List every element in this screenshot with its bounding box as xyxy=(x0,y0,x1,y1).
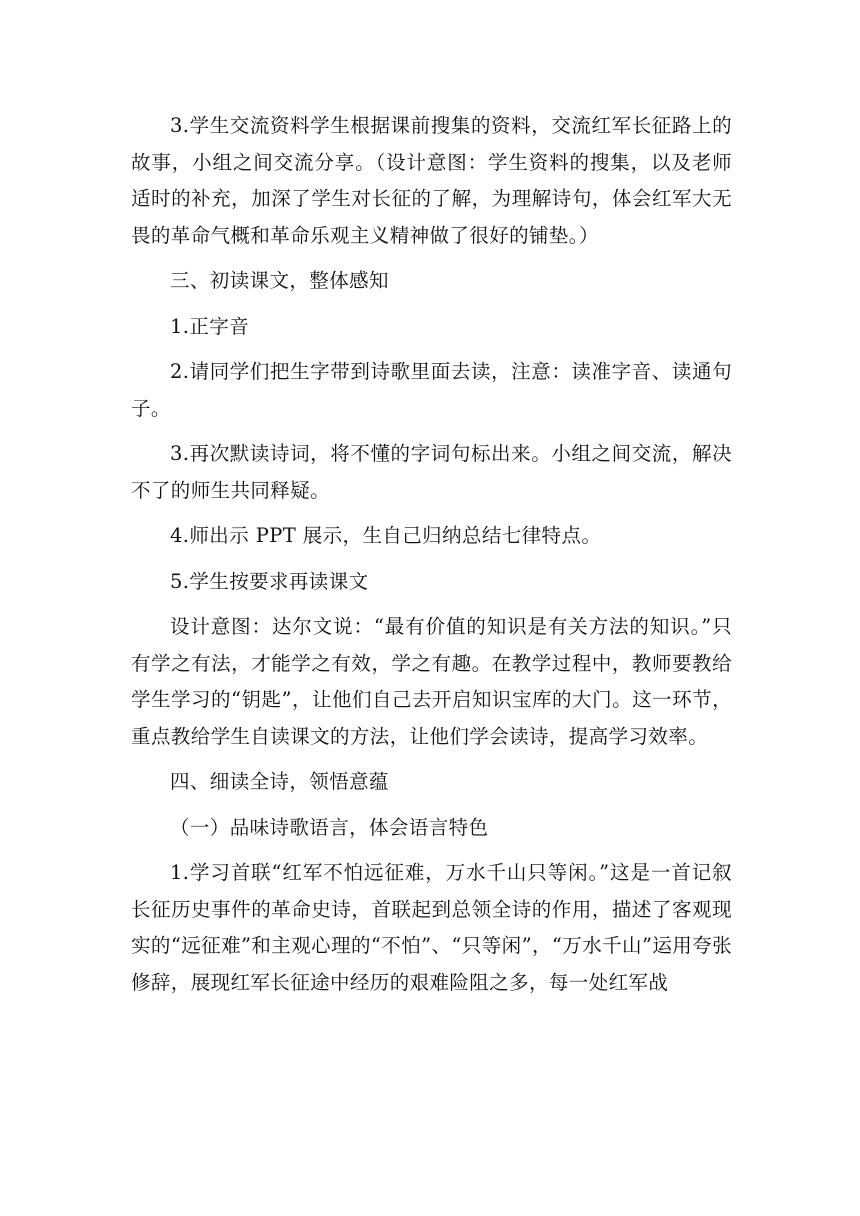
paragraph-design-intent: 设计意图：达尔文说：“最有价值的知识是有关方法的知识。”只有学之有法，才能学之有效，学之有趣。在教学过程中，教师要教给学生学习的“钥匙”，让他们自己去开启知识宝库的大门。这一环节，重点教给学生自读课文的方法，让他们学会读诗，提高学习效率。 xyxy=(131,615,732,748)
subheading-poetic-language: （一）品味诗歌语言，体会语言特色 xyxy=(170,815,489,839)
document-page xyxy=(131,108,732,1001)
step-reread: 5.学生按要求再读课文 xyxy=(170,569,369,593)
step-read-poem: 2.请同学们把生字带到诗歌里面去读，注意：读准字音、读通句子。 xyxy=(131,360,732,420)
section-heading-close-reading: 四、细读全诗，领悟意蕴 xyxy=(170,770,389,793)
step-correct-pronunciation: 1.正字音 xyxy=(170,314,250,338)
step-ppt-display: 4.师出示 PPT 展示，生自己归纳总结七律特点。 xyxy=(170,524,602,547)
step-silent-reading: 3.再次默读诗词，将不懂的字词句标出来。小组之间交流，解决不了的师生共同释疑。 xyxy=(131,442,732,502)
paragraph-first-couplet: 1.学习首联“红军不怕远征难，万水千山只等闲。”这是一首记叙长征历史事件的革命史诗，首联起到总领全诗的作用，描述了客观现实的“远征难”和主观心理的“不怕”、“只等闲”，“万水千山”运用夸张修辞，展现红军长征途中经历的艰难险阻之多，每一处红军战 xyxy=(131,861,732,994)
section-heading-first-reading: 三、初读课文，整体感知 xyxy=(170,269,389,292)
paragraph-student-materials: 3.学生交流资料学生根据课前搜集的资料，交流红军长征路上的故事，小组之间交流分享。（设计意图：学生资料的搜集，以及老师适时的补充，加深了学生对长征的了解，为理解诗句，体会红军大无畏的革命气概和革命乐观主义精神做了很好的铺垫。） xyxy=(131,114,732,247)
